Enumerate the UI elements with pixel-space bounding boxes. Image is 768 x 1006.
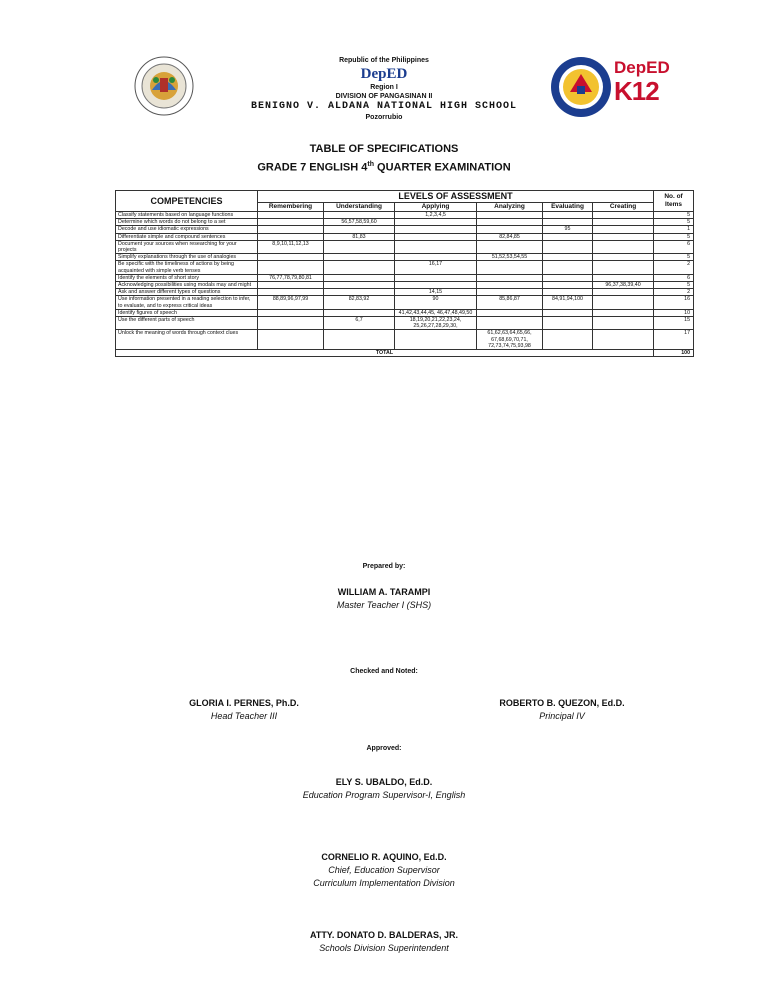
item-numbers-cell: 81,83 xyxy=(324,233,395,240)
item-numbers-cell: 41,42,43,44,45, 46,47,48,49,50 xyxy=(395,309,477,316)
items-count-cell: 1 xyxy=(654,226,694,233)
item-numbers-cell xyxy=(258,219,324,226)
item-numbers-cell xyxy=(593,296,654,309)
approved-block xyxy=(0,745,768,802)
col-creating: Creating xyxy=(593,203,654,212)
items-count-cell: 6 xyxy=(654,240,694,253)
col-applying: Applying xyxy=(395,203,477,212)
item-numbers-cell xyxy=(324,274,395,281)
items-count-cell: 6 xyxy=(654,274,694,281)
items-count-cell: 16 xyxy=(654,296,694,309)
item-numbers-cell xyxy=(258,317,324,330)
total-value: 100 xyxy=(654,350,694,357)
item-numbers-cell xyxy=(593,212,654,219)
item-numbers-cell xyxy=(395,240,477,253)
specifications-table xyxy=(115,190,694,357)
item-numbers-cell: 56,57,58,59,60 xyxy=(324,219,395,226)
col-analyzing: Analyzing xyxy=(477,203,543,212)
approved2-position-2: Curriculum Implementation Division xyxy=(313,878,455,888)
item-numbers-cell: 18,19,20,21,22,23,24, 25,26,27,28,29,30, xyxy=(395,317,477,330)
item-numbers-cell: 8,9,10,11,12,13 xyxy=(258,240,324,253)
items-count-cell: 17 xyxy=(654,330,694,350)
item-numbers-cell xyxy=(543,274,593,281)
items-count-cell: 5 xyxy=(654,212,694,219)
item-numbers-cell xyxy=(258,282,324,289)
item-numbers-cell: 51,52,53,54,55 xyxy=(477,254,543,261)
title-line-2-pre: GRADE 7 ENGLISH 4 xyxy=(257,161,368,174)
item-numbers-cell xyxy=(543,282,593,289)
title-line-1: TABLE OF SPECIFICATIONS xyxy=(309,143,459,155)
item-numbers-cell xyxy=(543,254,593,261)
table-row xyxy=(116,240,694,253)
item-numbers-cell xyxy=(258,289,324,296)
item-numbers-cell xyxy=(477,219,543,226)
total-label: TOTAL xyxy=(116,350,654,357)
competency-cell: Identify the elements of short story xyxy=(116,274,258,281)
item-numbers-cell xyxy=(477,289,543,296)
col-understanding: Understanding xyxy=(324,203,395,212)
competency-cell: Classify statements based on language functions xyxy=(116,212,258,219)
approved3-position: Schools Division Superintendent xyxy=(319,943,449,953)
table-row xyxy=(116,226,694,233)
item-numbers-cell xyxy=(258,233,324,240)
competency-cell: Simplify explanations through the use of analogies xyxy=(116,254,258,261)
items-header: No. of Items xyxy=(654,191,694,212)
item-numbers-cell: 1,2,3,4,5 xyxy=(395,212,477,219)
col-evaluating: Evaluating xyxy=(543,203,593,212)
k12-top-text: DepED xyxy=(614,58,670,77)
table-body xyxy=(116,212,694,357)
item-numbers-cell xyxy=(258,261,324,274)
item-numbers-cell xyxy=(477,309,543,316)
item-numbers-cell xyxy=(324,261,395,274)
competency-cell: Identify figures of speech xyxy=(116,309,258,316)
item-numbers-cell xyxy=(593,274,654,281)
prepared-name: WILLIAM A. TARAMPI xyxy=(337,587,431,597)
approved2-position-1: Chief, Education Supervisor xyxy=(328,865,440,875)
prepared-position: Master Teacher I (SHS) xyxy=(336,600,432,610)
item-numbers-cell: 84,91,94,100 xyxy=(543,296,593,309)
item-numbers-cell xyxy=(258,226,324,233)
table-row xyxy=(116,330,694,350)
item-numbers-cell xyxy=(543,317,593,330)
item-numbers-cell xyxy=(593,240,654,253)
item-numbers-cell xyxy=(593,219,654,226)
approved1-name: ELY S. UBALDO, Ed.D. xyxy=(335,777,433,787)
region-text: Region I xyxy=(370,84,398,91)
item-numbers-cell xyxy=(324,282,395,289)
item-numbers-cell xyxy=(477,261,543,274)
table-row xyxy=(116,282,694,289)
deped-k12-logo xyxy=(614,58,670,110)
item-numbers-cell xyxy=(543,233,593,240)
table-row xyxy=(116,261,694,274)
item-numbers-cell xyxy=(593,309,654,316)
items-count-cell: 15 xyxy=(654,317,694,330)
col-remembering: Remembering xyxy=(258,203,324,212)
item-numbers-cell xyxy=(258,212,324,219)
item-numbers-cell xyxy=(593,254,654,261)
competency-cell: Unlock the meaning of words through context clues xyxy=(116,330,258,350)
item-numbers-cell xyxy=(395,254,477,261)
checked-right-block xyxy=(452,697,672,723)
prepared-label: Prepared by: xyxy=(362,563,406,570)
competency-cell: Acknowledging possibilities using modals may and might xyxy=(116,282,258,289)
table-row xyxy=(116,317,694,330)
item-numbers-cell xyxy=(477,226,543,233)
item-numbers-cell xyxy=(395,282,477,289)
items-count-cell: 5 xyxy=(654,254,694,261)
approved2-block xyxy=(0,851,768,890)
checked-left-position: Head Teacher III xyxy=(210,711,278,721)
items-count-cell: 5 xyxy=(654,219,694,226)
item-numbers-cell xyxy=(395,233,477,240)
item-numbers-cell xyxy=(324,212,395,219)
competency-cell: Ask and answer different types of questions xyxy=(116,289,258,296)
items-count-cell: 5 xyxy=(654,233,694,240)
competency-cell: Use information presented in a reading selection to infer, to evaluate, and to express critical ideas xyxy=(116,296,258,309)
competency-cell: Differentiate simple and compound sentences xyxy=(116,233,258,240)
item-numbers-cell xyxy=(593,330,654,350)
approved3-block xyxy=(0,929,768,955)
approved-label: Approved: xyxy=(366,745,402,752)
approved2-name: CORNELIO R. AQUINO, Ed.D. xyxy=(321,852,447,862)
item-numbers-cell xyxy=(324,240,395,253)
table-row xyxy=(116,254,694,261)
checked-label-block xyxy=(0,668,768,675)
item-numbers-cell xyxy=(593,289,654,296)
item-numbers-cell xyxy=(543,261,593,274)
item-numbers-cell xyxy=(324,254,395,261)
item-numbers-cell xyxy=(593,261,654,274)
item-numbers-cell xyxy=(543,240,593,253)
item-numbers-cell: 6,7 xyxy=(324,317,395,330)
item-numbers-cell xyxy=(543,212,593,219)
item-numbers-cell xyxy=(593,226,654,233)
items-count-cell: 10 xyxy=(654,309,694,316)
checked-right-name: ROBERTO B. QUEZON, Ed.D. xyxy=(499,698,625,708)
item-numbers-cell: 61,62,63,64,65,66, 67,68,69,70,71, 72,73,74,75,93,98 xyxy=(477,330,543,350)
item-numbers-cell: 95 xyxy=(543,226,593,233)
item-numbers-cell xyxy=(324,330,395,350)
deped-text: DepED xyxy=(360,66,408,82)
item-numbers-cell: 85,86,87 xyxy=(477,296,543,309)
item-numbers-cell xyxy=(477,212,543,219)
checked-label: Checked and Noted: xyxy=(350,668,418,675)
item-numbers-cell xyxy=(324,309,395,316)
item-numbers-cell: 82,83,92 xyxy=(324,296,395,309)
table-row xyxy=(116,233,694,240)
item-numbers-cell xyxy=(395,226,477,233)
item-numbers-cell xyxy=(593,317,654,330)
table-row xyxy=(116,296,694,309)
approved3-name: ATTY. DONATO D. BALDERAS, JR. xyxy=(309,930,458,940)
checked-left-block xyxy=(134,697,354,723)
item-numbers-cell xyxy=(477,274,543,281)
item-numbers-cell xyxy=(477,240,543,253)
item-numbers-cell xyxy=(324,226,395,233)
competency-cell: Determine which words do not belong to a set xyxy=(116,219,258,226)
checked-right-position: Principal IV xyxy=(539,711,585,721)
deped-seal-logo xyxy=(550,56,612,118)
table-row xyxy=(116,212,694,219)
table-row xyxy=(116,219,694,226)
town-text: Pozorrubio xyxy=(365,114,403,121)
school-name: BENIGNO V. ALDANA NATIONAL HIGH SCHOOL xyxy=(250,101,518,112)
competency-cell: Be specific with the timeliness of actions by being acquainted with simple verb tenses xyxy=(116,261,258,274)
item-numbers-cell xyxy=(543,219,593,226)
item-numbers-cell: 16,17 xyxy=(395,261,477,274)
title-line-2-post: QUARTER EXAMINATION xyxy=(373,161,511,174)
item-numbers-cell xyxy=(395,219,477,226)
item-numbers-cell xyxy=(543,309,593,316)
item-numbers-cell xyxy=(258,330,324,350)
title-line-2 xyxy=(0,157,768,176)
division-text: DIVISION OF PANGASINAN II xyxy=(335,93,433,100)
item-numbers-cell xyxy=(395,274,477,281)
title-line-2-sup: th xyxy=(367,161,374,168)
competency-cell: Decode and use idiomatic expressions xyxy=(116,226,258,233)
items-count-cell: 2 xyxy=(654,289,694,296)
checked-left-name: GLORIA I. PERNES, Ph.D. xyxy=(189,698,299,708)
republic-text: Republic of the Philippines xyxy=(339,57,429,64)
item-numbers-cell: 90 xyxy=(395,296,477,309)
levels-header: LEVELS OF ASSESSMENT xyxy=(258,191,654,203)
item-numbers-cell xyxy=(593,233,654,240)
k12-bottom-text: K12 xyxy=(614,76,659,106)
item-numbers-cell xyxy=(543,330,593,350)
item-numbers-cell xyxy=(324,289,395,296)
competencies-header: COMPETENCIES xyxy=(116,191,258,212)
item-numbers-cell xyxy=(258,254,324,261)
item-numbers-cell: 14,15 xyxy=(395,289,477,296)
total-row xyxy=(116,350,694,357)
item-numbers-cell: 82,84,85 xyxy=(477,233,543,240)
item-numbers-cell xyxy=(477,317,543,330)
item-numbers-cell: 76,77,78,79,80,81 xyxy=(258,274,324,281)
items-count-cell: 2 xyxy=(654,261,694,274)
table-row xyxy=(116,274,694,281)
table-row xyxy=(116,289,694,296)
document-title xyxy=(0,141,768,176)
items-count-cell: 5 xyxy=(654,282,694,289)
table-row xyxy=(116,309,694,316)
item-numbers-cell: 88,89,96,97,99 xyxy=(258,296,324,309)
item-numbers-cell xyxy=(543,289,593,296)
item-numbers-cell: 96,37,38,39,40 xyxy=(593,282,654,289)
competency-cell: Document your sources when researching for your projects xyxy=(116,240,258,253)
item-numbers-cell xyxy=(395,330,477,350)
approved1-position: Education Program Supervisor-I, English xyxy=(302,790,466,800)
item-numbers-cell xyxy=(258,309,324,316)
competency-cell: Use the different parts of speech xyxy=(116,317,258,330)
item-numbers-cell xyxy=(477,282,543,289)
prepared-block xyxy=(0,563,768,612)
